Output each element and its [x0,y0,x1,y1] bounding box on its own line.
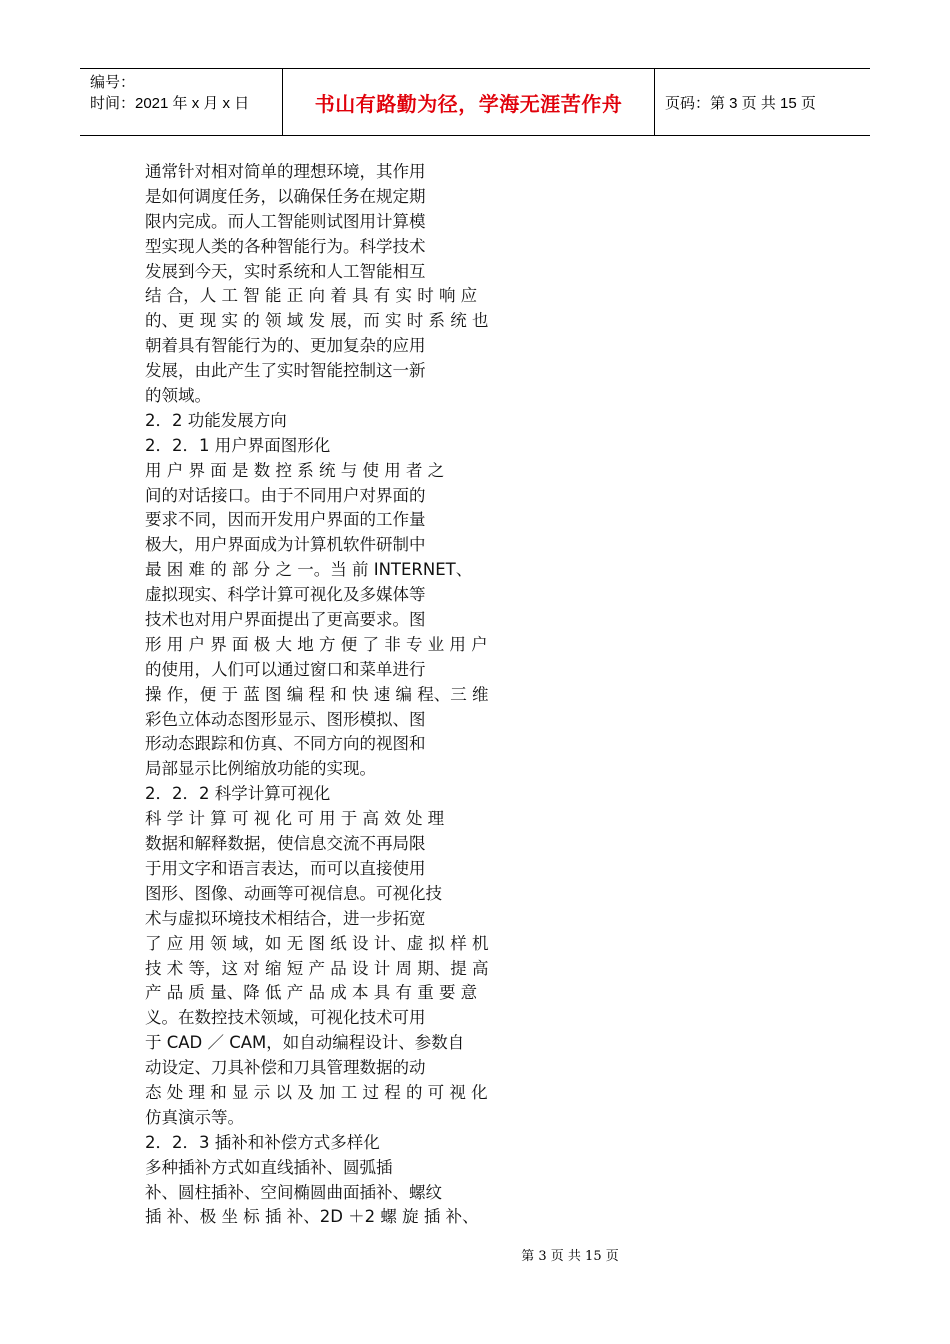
text-line: 限内完成。而人工智能则试图用计算模 [145,211,426,231]
text-line: 科 学 计 算 可 视 化 可 用 于 高 效 处 理 [145,809,445,829]
text-line: 补、圆柱插补、空间椭圆曲面插补、螺纹 [145,1182,442,1202]
text-line: 极大，用户界面成为计算机软件研制中 [145,535,426,555]
text-line: 2．2 功能发展方向 [145,410,287,430]
text-line: 朝着具有智能行为的、更加复杂的应用 [145,336,426,356]
page-header [80,68,870,136]
text-line: 技术也对用户界面提出了更高要求。图 [145,610,426,630]
text-line: 于用文字和语言表达，而可以直接使用 [145,858,426,878]
text-line: 的使用，人们可以通过窗口和菜单进行 [145,659,426,679]
text-line: 义。在数控技术领域，可视化技术可用 [145,1008,426,1028]
text-line: 于 CAD ／ CAM，如自动编程设计、参数自 [145,1033,465,1053]
text-line: 2．2．2 科学计算可视化 [145,784,331,804]
text-line: 技 术 等，这 对 缩 短 产 品 设 计 周 期、提 高 [145,958,489,978]
text-line: 彩色立体动态图形显示、图形模拟、图 [145,709,426,729]
text-line: 的、更 现 实 的 领 域 发 展，而 实 时 系 统 也 [145,311,489,331]
text-line: 图形、图像、动画等可视信息。可视化技 [145,883,442,903]
text-line: 要求不同，因而开发用户界面的工作量 [145,510,426,530]
text-line: 通常针对相对简单的理想环境，其作用 [145,162,426,181]
text-line: 数据和解释数据，使信息交流不再局限 [145,834,426,854]
header-meta [80,69,283,135]
text-line: 间的对话接口。由于不同用户对界面的 [145,485,426,505]
page-info: 页码：第 3 页 共 15 页 [665,94,816,112]
text-line: 的领域。 [145,386,211,406]
text-line: 发展到今天，实时系统和人工智能相互 [145,261,426,281]
text-line: 多种插补方式如直线插补、圆弧插 [145,1157,393,1177]
text-line: 用 户 界 面 是 数 控 系 统 与 使 用 者 之 [145,460,445,480]
page-footer: 第 3 页 共 15 页 [521,1249,619,1264]
text-line: 最 困 难 的 部 分 之 一。当 前 INTERNET、 [145,560,473,580]
text-line: 形 用 户 界 面 极 大 地 方 便 了 非 专 业 用 户 [145,634,488,654]
body-text [145,160,605,1230]
text-line: 发展，由此产生了实时智能控制这一新 [145,361,426,381]
text-line: 局部显示比例缩放功能的实现。 [145,759,376,779]
text-line: 插 补、极 坐 标 插 补、2D ＋2 螺 旋 插 补、 [145,1207,479,1227]
text-line: 2．2．3 插补和补偿方式多样化 [145,1132,380,1152]
text-line: 操 作，便 于 蓝 图 编 程 和 快 速 编 程、三 维 [145,684,489,704]
header-motto-cell [283,69,655,135]
text-line: 2．2．1 用户界面图形化 [145,435,331,455]
header-page-info [655,69,870,135]
text-line: 仿真演示等。 [145,1107,244,1127]
text-line: 形动态跟踪和仿真、不同方向的视图和 [145,734,426,754]
text-line: 结 合，人 工 智 能 正 向 着 具 有 实 时 响 应 [145,286,478,306]
motto: 书山有路勤为径，学海无涯苦作舟 [314,91,623,116]
text-line: 态 处 理 和 显 示 以 及 加 工 过 程 的 可 视 化 [145,1082,488,1102]
text-line: 型实现人类的各种智能行为。科学技术 [145,236,426,256]
text-line: 虚拟现实、科学计算可视化及多媒体等 [145,585,426,605]
number-label: 编号： [90,74,136,91]
text-line: 产 品 质 量、降 低 产 品 成 本 具 有 重 要 意 [145,983,478,1003]
text-line: 动设定、刀具补偿和刀具管理数据的动 [145,1058,426,1078]
text-line: 了 应 用 领 域，如 无 图 纸 设 计、虚 拟 样 机 [145,933,489,953]
time-label: 时间：2021 年 x 月 x 日 [90,95,250,112]
text-line: 术与虚拟环境技术相结合，进一步拓宽 [145,908,426,928]
text-line: 是如何调度任务，以确保任务在规定期 [145,186,426,206]
